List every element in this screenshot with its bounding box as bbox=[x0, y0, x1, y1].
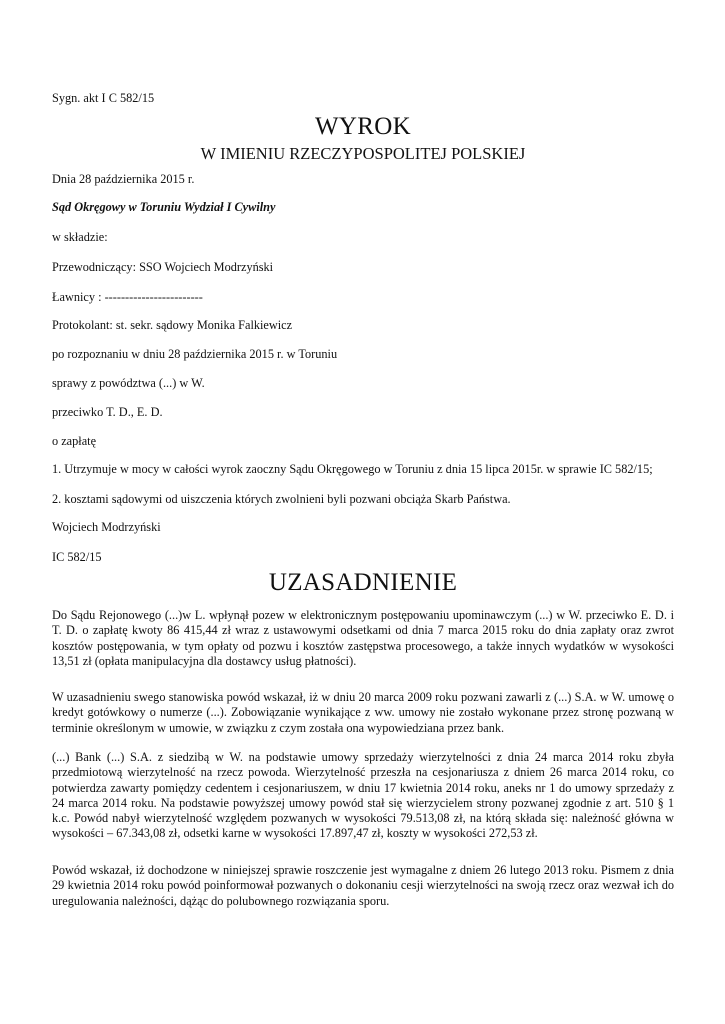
lay-judges: Ławnicy : ------------------------ bbox=[52, 290, 203, 304]
case-reference: IC 582/15 bbox=[52, 550, 102, 564]
judge-signature: Wojciech Modrzyński bbox=[52, 520, 161, 534]
ruling-item: 1. Utrzymuje w mocy w całości wyrok zaoczny Sądu Okręgowego w Toruniu z dnia 15 lipca 2015r. w sprawie IC 582/15; bbox=[52, 462, 653, 476]
court-name: Sąd Okręgowy w Toruniu Wydział I Cywilny bbox=[52, 200, 276, 214]
justification-title: UZASADNIENIE bbox=[268, 569, 458, 596]
hearing-info: po rozpoznaniu w dniu 28 października 2015 r. w Toruniu bbox=[52, 347, 338, 361]
ruling-item: 2. kosztami sądowymi od uiszczenia których zwolnieni byli pozwani obciąża Skarb Państwa. bbox=[52, 492, 511, 506]
case-claim: sprawy z powództwa (...) w W. bbox=[52, 376, 205, 390]
case-defendants: przeciwko T. D., E. D. bbox=[52, 405, 163, 419]
justification-paragraph: Do Sądu Rejonowego (...)w L. wpłynął pozew w elektronicznym postępowaniu upominawczym (...) w W. przeciwko E. D. i T. D. o zapłatę kwoty 86 415,44 zł wraz z ustawowymi odsetkami od dnia 7 marca 2015 roku do dnia zapłaty oraz zwrot kosztów postępowania, w tym opłaty od pozwu i kosztów zastępstwa procesowego, a także innych wydatków w wysokości 13,51 zł (opłata manipulacyjna dla dostawcy usług płatności). bbox=[52, 608, 674, 668]
judgment-date: Dnia 28 października 2015 r. bbox=[52, 172, 195, 186]
case-signature: Sygn. akt I C 582/15 bbox=[52, 91, 155, 105]
justification-paragraph: (...) Bank (...) S.A. z siedzibą w W. na podstawie umowy sprzedaży wierzytelności z dnia 24 marca 2014 roku zbyła przedmiotową wierzytelność na rzecz powoda. Wierzytelność przeszła na cesjonariusza z dniem 26 marca 2014 roku, co potwierdza zawarty pomiędzy cedentem i cesjonariuszem, w dniu 17 kwietnia 2014 roku, aneks nr 1 do umowy sprzedaży z 24 marca 2014 roku. Na podstawie powyższej umowy powód stał się wierzycielem strony pozwanej zgodnie z art. 510 § 1 k.c. Powód nabył wierzytelność względem pozwanych w wysokości 79.513,08 zł, na którą składa się: należność główna w wysokości – 67.343,08 zł, odsetki karne w wysokości 17.897,47 zł, koszty w wysokości 272,53 zł. bbox=[52, 750, 674, 841]
composition-label: w składzie: bbox=[52, 230, 108, 244]
justification-paragraph: W uzasadnieniu swego stanowiska powód wskazał, iż w dniu 20 marca 2009 roku pozwani zawarli z (...) S.A. w W. umowę o kredyt gotówkowy o numerze (...). Zobowiązanie wynikające z ww. umowy nie zostało wykonane przez stronę pozwaną w terminie określonym w umowie, w związku z czym została ona wypowiedziana przez bank. bbox=[52, 690, 674, 735]
judgment-subtitle: W IMIENIU RZECZYPOSPOLITEJ POLSKIEJ bbox=[200, 144, 526, 163]
judgment-title: WYROK bbox=[315, 113, 411, 140]
justification-paragraph: Powód wskazał, iż dochodzone w niniejszej sprawie roszczenie jest wymagalne z dniem 26 lutego 2013 roku. Pismem z dnia 29 kwietnia 2014 roku powód poinformował pozwanych o dokonaniu cesji wierzytelności na swoją rzecz oraz wezwał ich do uregulowania należności, dążąc do polubownego rozwiązania sporu. bbox=[52, 863, 674, 908]
court-clerk: Protokolant: st. sekr. sądowy Monika Falkiewicz bbox=[52, 318, 293, 332]
presiding-judge: Przewodniczący: SSO Wojciech Modrzyński bbox=[52, 260, 274, 274]
case-subject: o zapłatę bbox=[52, 434, 97, 448]
